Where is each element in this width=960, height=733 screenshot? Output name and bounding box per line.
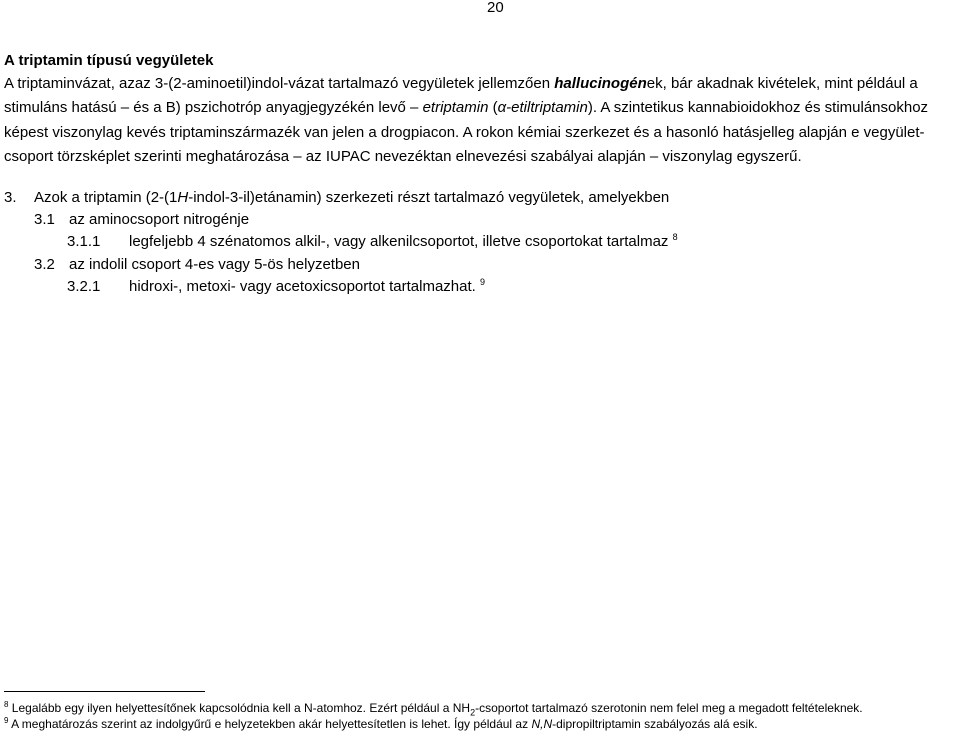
- footnote-ref-8: 8: [672, 232, 678, 242]
- paragraph-line-4: csoport törzsképlet szerinti meghatározása – az IUPAC nevezéktan elnevezési szabályai alapján – viszonylag egyszerű.: [4, 148, 802, 165]
- paragraph-line-2: stimuláns hatású – és a B) pszichotróp anyagjegyzékén levő – etriptamin (α-etiltriptamin). A szintetikus kannabioidokhoz és stimulánsokhoz: [4, 99, 929, 116]
- emphasis-hallucinogen: hallucinogén: [554, 75, 647, 92]
- section-heading: A triptamin típusú vegyületek: [4, 52, 214, 69]
- paragraph-line-1: A triptaminvázat, azaz 3-(2-aminoetil)indol-vázat tartalmazó vegyületek jellemzően hallucinogének, bár akadnak kivételek, mint például a: [4, 75, 918, 92]
- list-item-3-2: 3.2 az indolil csoport 4-es vagy 5-ös helyzetben: [34, 256, 360, 273]
- emphasis-etriptamin: etriptamin: [422, 99, 489, 116]
- paragraph-line-3: képest viszonylag kevés triptaminszármazék van jelen a drogpiacon. A rokon kémiai szerkezet és a hasonló hatásjelleg alapján e vegyület-: [4, 124, 925, 141]
- list-item-3-1: 3.1 az aminocsoport nitrogénje: [34, 211, 250, 228]
- list-item-3-2-1: 3.2.1 hidroxi-, metoxi- vagy acetoxicsoportot tartalmazhat. $^9$: [67, 277, 485, 295]
- emphasis-alpha-etiltriptamin: α-etiltriptamin: [497, 99, 588, 116]
- footnote-ref-9: 9: [479, 277, 485, 287]
- footnote-separator: [4, 691, 205, 692]
- footnote-9: $^9$ A meghatározás szerint az indolgyűrű e helyzetekben akár helyettesítetlen is lehet. Így például az N,N-dipropiltriptamin szabályozás alá esik.: [4, 716, 758, 731]
- list-item-3: 3. Azok a triptamin (2-(1H-indol-3-il)etánamin) szerkezeti részt tartalmazó vegyületek, amelyekben: [4, 189, 670, 206]
- list-item-3-1-1: 3.1.1 legfeljebb 4 szénatomos alkil-, vagy alkenilcsoportot, illetve csoportokat tartalmaz $^8$: [67, 232, 678, 250]
- footnote-8: $^8$ Legalább egy ilyen helyettesítőnek kapcsolódnia kell a N-atomhoz. Ezért például a $NH_2$-csoportot tartalmazó szerotonin nem felel meg a megadott feltételeknek.: [4, 700, 863, 718]
- page-number: 20: [487, 0, 504, 16]
